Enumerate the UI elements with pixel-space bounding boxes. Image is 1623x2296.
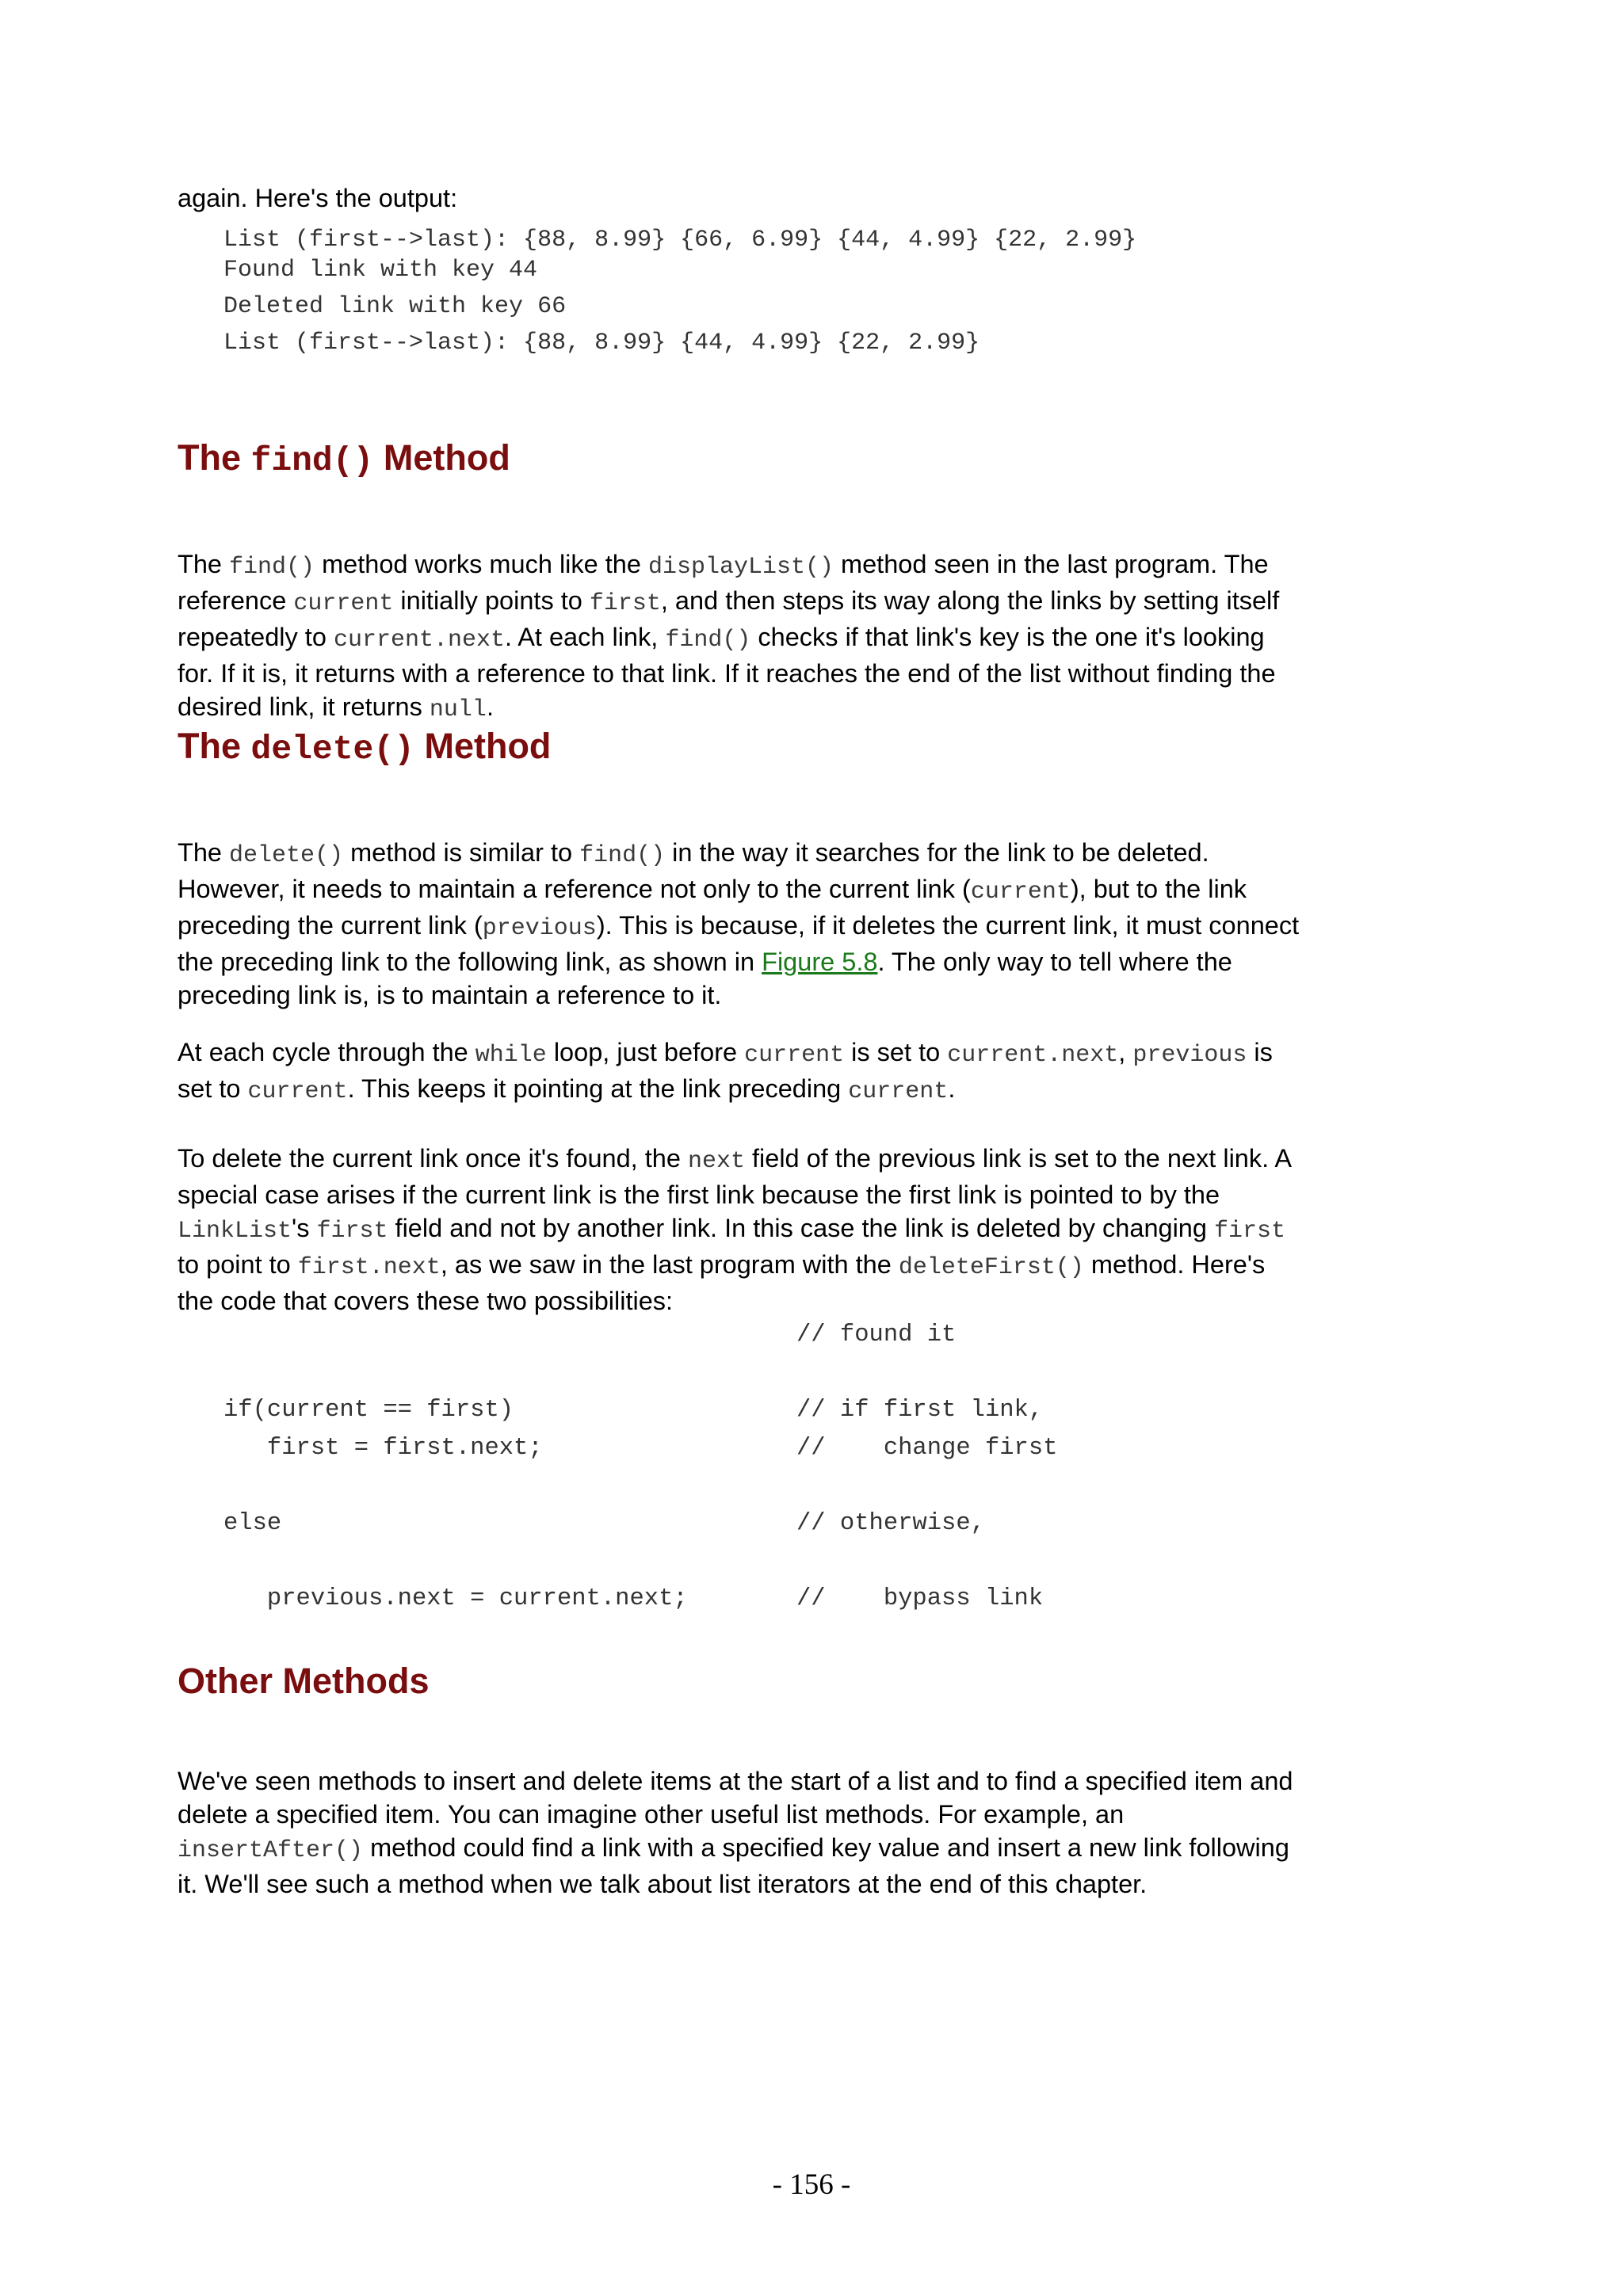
text: . <box>486 692 494 721</box>
code-comment: // if first link, <box>796 1397 1044 1424</box>
code-comment: // bypass link <box>796 1585 1044 1612</box>
heading-text: The <box>178 726 251 766</box>
inline-code: previous <box>1132 1041 1247 1069</box>
intro-text: again. Here's the output: <box>178 183 458 212</box>
inline-code: null <box>429 696 487 723</box>
text: method could find a link with a specified key value and insert a new link following it. We'll see such a method when we talk about list iterators at the end of this chapter. <box>178 1833 1289 1898</box>
text: to point to <box>178 1249 298 1279</box>
figure-link[interactable]: Figure 5.8 <box>762 947 878 976</box>
text: , <box>1118 1037 1133 1066</box>
text: loop, just before <box>546 1037 745 1066</box>
inline-code: displayList() <box>647 553 834 581</box>
output-line: List (first-->last): {88, 8.99} {44, 4.99} {22, 2.99} <box>223 330 980 357</box>
heading-other-methods: Other Methods <box>178 1661 430 1701</box>
inline-code: next <box>687 1147 745 1175</box>
text: method works much like the <box>315 549 648 578</box>
inline-code: current <box>293 589 394 617</box>
text: The <box>178 837 230 867</box>
text: ). This is because, if it deletes the current link, it must connect the preceding link to the following link, as shown in <box>178 910 1300 976</box>
heading-text: Method <box>373 437 510 478</box>
code-comment: // found it <box>796 1322 957 1348</box>
text: The <box>178 549 230 578</box>
delete-paragraph-3 <box>178 1142 1303 1318</box>
code-comment: // otherwise, <box>796 1510 985 1537</box>
text: method is similar to <box>343 837 580 867</box>
heading-code: find() <box>250 441 374 480</box>
output-line: Deleted link with key 66 <box>223 293 567 320</box>
code-statement: previous.next = current.next; <box>223 1585 688 1612</box>
inline-code: LinkList <box>178 1217 292 1245</box>
inline-code: find() <box>579 841 666 869</box>
inline-code: current <box>848 1077 949 1105</box>
inline-code: current <box>744 1041 845 1069</box>
inline-code: find() <box>229 553 315 581</box>
text: At each cycle through the <box>178 1037 475 1066</box>
heading-find-method <box>178 436 510 483</box>
inline-code: current.next <box>333 626 505 654</box>
inline-code: insertAfter() <box>178 1836 364 1864</box>
text: To delete the current link once it's found, the <box>178 1143 688 1173</box>
inline-code: deleteFirst() <box>898 1253 1084 1281</box>
text: We've seen methods to insert and delete items at the start of a list and to find a specified item and delete a specified item. You can imagine other useful list methods. For example, an <box>178 1766 1293 1829</box>
text: field of the previous link is set to the next link. A special case arises if the current link is the first link because the first link is pointed to by the <box>178 1143 1291 1209</box>
inline-code: current <box>247 1077 348 1105</box>
inline-code: first <box>589 589 661 617</box>
text: , as we saw in the last program with the <box>440 1249 899 1279</box>
heading-code: delete() <box>250 730 414 769</box>
code-comment: // change first <box>796 1435 1058 1462</box>
page-number: - 156 - <box>772 2168 851 2201</box>
text: method. Here's the code that covers these two possibilities: <box>178 1249 1266 1315</box>
output-line: List (first-->last): {88, 8.99} {66, 6.99} {44, 4.99} {22, 2.99} <box>223 227 1137 254</box>
heading-text: The <box>178 437 251 478</box>
text: field and not by another link. In this case the link is deleted by changing <box>388 1213 1214 1242</box>
text: , and then steps its way along the links by setting itself repeatedly to <box>178 585 1280 651</box>
heading-delete-method <box>178 724 551 772</box>
heading-text: Method <box>414 726 552 766</box>
inline-code: first <box>1214 1217 1286 1245</box>
inline-code: previous <box>482 914 597 942</box>
output-line: Found link with key 44 <box>223 257 538 284</box>
inline-code: first.next <box>297 1253 441 1281</box>
text: initially points to <box>393 585 590 615</box>
code-statement: else <box>223 1510 282 1537</box>
find-paragraph <box>178 547 1303 727</box>
text: . <box>948 1074 956 1103</box>
inline-code: current.next <box>947 1041 1119 1069</box>
text: checks if that link's key is the one it's looking for. If it is, it returns with a reference to that link. If it reaches the end of the list without finding the desired link, it returns <box>178 622 1276 721</box>
code-statement: first = first.next; <box>223 1435 543 1462</box>
inline-code: find() <box>665 626 751 654</box>
text: . This keeps it pointing at the link preceding <box>347 1074 849 1103</box>
code-statement: if(current == first) <box>223 1397 514 1424</box>
text: ), but to the link preceding the current link ( <box>178 874 1247 940</box>
inline-code: while <box>475 1041 547 1069</box>
other-methods-paragraph <box>178 1764 1303 1901</box>
inline-code: delete() <box>229 841 344 869</box>
text: . At each link, <box>504 622 666 651</box>
program-output <box>223 225 1254 364</box>
text: . The only way to tell where the preceding link is, is to maintain a reference to it. <box>178 947 1232 1009</box>
text: is set to <box>178 1037 1273 1103</box>
inline-code: current <box>970 878 1071 906</box>
text: 's <box>292 1213 317 1242</box>
inline-code: first <box>316 1217 388 1245</box>
delete-paragraph-2 <box>178 1035 1303 1108</box>
text: method seen in the last program. The reference <box>178 549 1269 615</box>
text: in the way it searches for the link to be deleted. However, it needs to maintain a reference not only to the current link ( <box>178 837 1209 903</box>
delete-paragraph-1 <box>178 836 1303 1012</box>
text: is set to <box>844 1037 948 1066</box>
